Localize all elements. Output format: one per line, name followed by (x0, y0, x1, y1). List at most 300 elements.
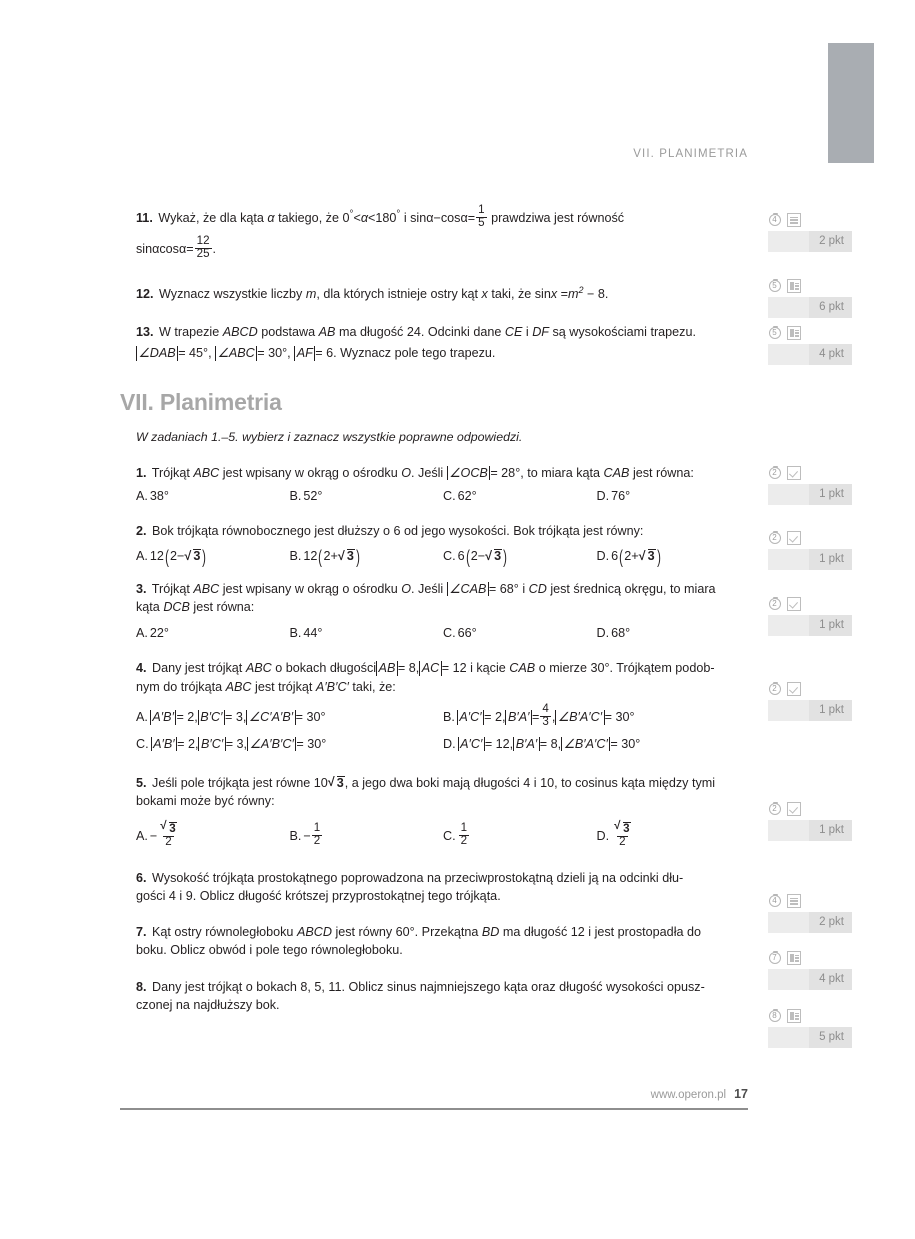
task-7 (120, 923, 750, 960)
t13-p3: ma długość 24. Odcinki dane (338, 325, 502, 340)
t3-abc: ABC (193, 581, 220, 596)
footer-divider (120, 1108, 748, 1110)
fraction-denominator: 2 (619, 836, 626, 849)
answer-coefficient: 12 (149, 549, 164, 564)
answer-option[interactable] (443, 735, 750, 753)
t4-p4: = 12 i kącie (441, 661, 506, 676)
answer-letter: C. (443, 488, 456, 503)
t1-p1: Trójkąt (151, 465, 190, 480)
angle-ocb: ∠OCB (447, 466, 491, 480)
segment: A′C′ (458, 737, 485, 751)
fraction (459, 823, 469, 848)
answer-option[interactable] (443, 817, 597, 857)
checkbox-icon (787, 531, 801, 545)
task-5-line1 (120, 774, 750, 792)
fraction-numerator: 1 (313, 822, 321, 835)
answer-letter: A. (136, 488, 148, 503)
section-heading: VII. Planimetria (120, 388, 282, 415)
cond-lt2: < (368, 210, 376, 225)
trig-expr: sinα−cosα (410, 210, 468, 225)
operator: − (177, 549, 185, 564)
marker-task-3 (768, 596, 852, 636)
radicand: 3 (193, 549, 201, 564)
marker-icons (768, 278, 852, 294)
task-11-line1a: Wykaż, że dla kąta (158, 210, 264, 225)
t3-cd: CD (528, 581, 547, 596)
fraction-denominator: 5 (478, 216, 485, 229)
sqrt-icon (639, 547, 656, 565)
points-value: 6 pkt (809, 297, 852, 318)
fraction-numerator: 1 (478, 204, 485, 216)
answer-value: 62° (457, 488, 477, 503)
points-value: 1 pkt (809, 700, 852, 721)
task-11 (120, 206, 750, 262)
task-11-trig (410, 204, 487, 229)
answer-option[interactable] (136, 705, 443, 730)
clock-icon (768, 894, 783, 909)
marker-icons (768, 681, 852, 697)
clock-icon (768, 531, 783, 546)
task-4-line1 (120, 659, 750, 677)
sqrt-icon (160, 822, 176, 836)
marker-task-11 (768, 212, 852, 252)
clock-icon (768, 466, 783, 481)
task-6 (120, 869, 750, 906)
value: = 30° (296, 736, 327, 751)
answer-option[interactable] (597, 487, 751, 505)
task-number: 8. (136, 979, 147, 994)
section-tab-marker (828, 43, 874, 163)
value: = (532, 710, 540, 725)
value: = 30° (295, 710, 326, 725)
cond-lt1: < (353, 210, 361, 225)
task-8 (120, 978, 750, 1015)
task-4-line2 (120, 678, 750, 696)
task-3-answers (120, 624, 750, 642)
cond-zero: 0 (342, 210, 350, 225)
fraction-12-25 (195, 236, 212, 261)
task-1 (120, 464, 750, 506)
answer-option[interactable] (443, 702, 750, 730)
t3-p3: . Jeśli (411, 581, 444, 596)
answer-letter: D. (596, 488, 610, 503)
answer-letter: D. (443, 736, 456, 751)
value: = 2, (177, 736, 199, 751)
t3-dcb: DCB (163, 599, 190, 614)
answer-coefficient: 6 (457, 549, 465, 564)
clock-minutes: 2 (772, 599, 777, 608)
task-number: 5. (136, 776, 147, 791)
fraction-denominator: 3 (542, 715, 549, 728)
answer-expression: ( 2 − √ 3 ) (164, 547, 208, 565)
answer-option[interactable] (136, 817, 290, 857)
radicand: 3 (336, 776, 344, 791)
task-2 (120, 522, 750, 566)
task-12-text (120, 284, 750, 303)
operator: + (631, 549, 639, 564)
answer-option[interactable] (597, 624, 751, 642)
radicand: 3 (623, 823, 630, 836)
value: = 30° (610, 736, 641, 751)
task-13-line2 (120, 344, 750, 362)
t4-l2a: nym do trójkąta (136, 679, 223, 694)
task-4-answers (120, 702, 750, 758)
points-value: 1 pkt (809, 820, 852, 841)
answer-coefficient: 12 (303, 549, 318, 564)
task-12-text-b: , dla których istnieje ostry kąt (316, 286, 479, 301)
answer-value: 22° (149, 626, 169, 641)
t7-abcd: ABCD (296, 925, 332, 940)
marker-icons (768, 325, 852, 341)
t4-p3: = 8, (397, 661, 420, 676)
task-number: 7. (136, 925, 147, 940)
task-2-statement: Bok trójkąta równobocznego jest dłuższy o 6 od jego wysokości. Bok trójkąta jest równy: (152, 524, 644, 539)
t3-p1: Trójkąt (151, 581, 190, 596)
answer-value: 52° (303, 488, 323, 503)
answer-coefficient: 6 (611, 549, 619, 564)
var-x2: x (550, 286, 558, 301)
marker-icons (768, 950, 852, 966)
operator: + (330, 549, 338, 564)
radicand: 3 (346, 549, 354, 564)
t5-p1: Jeśli pole trójkąta jest równe 10 (152, 776, 328, 791)
sqrt-icon (485, 547, 502, 565)
clock-icon (768, 682, 783, 697)
points-value: 2 pkt (809, 231, 852, 252)
eq-sign: = (560, 286, 568, 301)
t13-p2: podstawa (261, 325, 316, 340)
document-filled-icon (787, 326, 801, 340)
task-5-line2: bokami może być równy: (136, 794, 275, 809)
angle-dab-value: = 45°, (178, 346, 212, 361)
inner-term: 2 (470, 549, 478, 564)
marker-task-12 (768, 278, 852, 318)
clock-minutes: 5 (772, 281, 777, 290)
segment-ac: AC (419, 661, 442, 675)
t4-p5: o mierze 30°. Trójkątem podob- (538, 661, 715, 676)
page-footer (120, 1087, 748, 1101)
t3-p4: = 68° i (488, 581, 526, 596)
clock-icon (768, 597, 783, 612)
t13-abcd: ABCD (222, 325, 258, 340)
checkbox-icon (787, 466, 801, 480)
task-4 (120, 659, 750, 758)
points-badge (768, 969, 852, 990)
segment: B′C′ (198, 737, 225, 751)
t1-o: O (401, 465, 412, 480)
clock-icon (768, 326, 783, 341)
task-11-text (120, 206, 750, 231)
page-number: 17 (734, 1087, 748, 1101)
task-3 (120, 580, 750, 643)
marker-task-13 (768, 325, 852, 365)
radicand: 3 (494, 549, 502, 564)
answer-option[interactable] (136, 547, 290, 565)
expr-end: − 8. (587, 286, 609, 301)
clock-minutes: 5 (772, 328, 777, 337)
value: = 12, (484, 736, 514, 751)
answer-letter: C. (443, 549, 456, 564)
sqrt-icon (184, 547, 201, 565)
answer-value: 44° (303, 626, 323, 641)
t13-df: DF (532, 325, 549, 340)
eq-sign: = (467, 210, 476, 225)
answer-option[interactable] (290, 547, 444, 565)
trig-product: sinαcosα (136, 241, 187, 256)
points-value: 1 pkt (809, 615, 852, 636)
checkbox-icon (787, 802, 801, 816)
t4-abc2: ABC (225, 679, 252, 694)
marker-icons (768, 212, 852, 228)
content-column (120, 206, 750, 1030)
task-11-alpha: α (267, 210, 275, 225)
clock-icon (768, 213, 783, 228)
value: = 30° (604, 710, 635, 725)
points-value: 1 pkt (809, 484, 852, 505)
clock-icon (768, 1009, 783, 1024)
comma: , (551, 710, 556, 725)
answer-option[interactable] (443, 547, 597, 565)
fraction (312, 823, 322, 848)
fraction (158, 822, 178, 849)
task-1-answers (120, 487, 750, 505)
t13-p4: i (525, 325, 529, 340)
fraction-denominator: 2 (165, 836, 172, 849)
answer-letter: D. (596, 829, 610, 844)
t3-p5: jest średnicą okręgu, to miara (550, 581, 716, 596)
t3-l2b: jest równa: (193, 599, 255, 614)
task-number: 1. (136, 465, 147, 480)
clock-minutes: 4 (772, 215, 777, 224)
expr-exponent: 2 (578, 284, 584, 295)
sqrt-icon (328, 774, 345, 792)
marker-task-8 (768, 1008, 852, 1048)
task-11-line1c: prawdziwa jest równość (491, 210, 625, 225)
clock-minutes: 2 (772, 804, 777, 813)
task-11-condition: 0°<α<180° (342, 208, 401, 225)
section-instruction: W zadaniach 1.–5. wybierz i zaznacz wszystkie poprawne odpowiedzi. (136, 429, 523, 444)
t6-line1: Wysokość trójkąta prostokątnego poprowadzona na przeciwprostokątną dzieli ją na odcinki dłu- (152, 870, 684, 885)
points-badge (768, 820, 852, 841)
answer-letter: B. (289, 626, 302, 641)
segment-af-value: = 6. Wyznacz pole tego trapezu. (315, 346, 496, 361)
answer-option[interactable] (136, 624, 290, 642)
task-number: 12. (136, 286, 154, 301)
fraction-one-fifth (476, 205, 486, 230)
document-filled-icon (787, 1009, 801, 1023)
segment: A′B′ (150, 710, 177, 724)
segment: A′B′ (151, 737, 178, 751)
document-filled-icon (787, 279, 801, 293)
sqrt-icon (614, 822, 630, 836)
answer-letter: A. (136, 710, 148, 725)
task-7-line2: boku. Oblicz obwód i pole tego równoległoboku. (136, 943, 403, 958)
points-badge (768, 1027, 852, 1048)
task-8-line2: czonej na najdłuższy bok. (136, 997, 280, 1012)
answer-expression: ( 2 − √ 3 ) (465, 547, 509, 565)
answer-option[interactable] (597, 817, 751, 857)
angle: ∠C′A′B′ (246, 710, 295, 724)
t7-p3: ma długość 12 i jest prostopadła do (502, 925, 701, 940)
answer-letter: C. (443, 626, 456, 641)
t13-p5: są wysokościami trapezu. (552, 325, 696, 340)
fraction-numerator: 4 (542, 702, 549, 715)
task-13-line1 (120, 323, 750, 341)
angle: ∠B′A′C′ (555, 710, 604, 724)
radicand: 3 (169, 823, 176, 836)
task-5-answers (120, 817, 750, 857)
task-12-text-a: Wyznacz wszystkie liczby (159, 286, 303, 301)
points-badge (768, 344, 852, 365)
clock-minutes: 2 (772, 468, 777, 477)
answer-letter: A. (136, 829, 148, 844)
segment: B′A′ (505, 710, 532, 724)
cond-180: 180 (375, 210, 397, 225)
answer-value: 76° (611, 488, 631, 503)
inner-term: 2 (323, 549, 331, 564)
answer-option[interactable] (136, 735, 443, 753)
marker-icons (768, 596, 852, 612)
t4-p1: Dany jest trójkąt (152, 661, 243, 676)
var-x: x (481, 286, 488, 301)
task-number: 3. (136, 581, 147, 596)
task-1-text (120, 464, 750, 482)
answer-option[interactable] (443, 487, 597, 505)
sqrt-icon (338, 547, 355, 565)
clock-minutes: 8 (772, 1011, 777, 1020)
task-11-conj: i (403, 210, 407, 225)
t7-bd: BD (481, 925, 500, 940)
t4-l2b: jest trójkąt (255, 679, 313, 694)
answer-option[interactable] (290, 624, 444, 642)
operator: − (477, 549, 486, 564)
t1-p2: jest wpisany w okrąg o ośrodku (222, 465, 398, 480)
fraction-denominator: 2 (460, 835, 468, 848)
angle-abc-value: = 30°, (257, 346, 291, 361)
value: = 2, (484, 710, 506, 725)
marker-task-5 (768, 801, 852, 841)
clock-minutes: 2 (772, 684, 777, 693)
answer-option[interactable] (597, 547, 751, 565)
document-filled-icon (787, 951, 801, 965)
marker-task-2 (768, 530, 852, 570)
angle-dab: ∠DAB (136, 346, 178, 360)
answer-expression: ( 2 + √ 3 ) (618, 547, 662, 565)
inner-term: 2 (624, 549, 632, 564)
points-badge (768, 484, 852, 505)
answer-letter: A. (136, 549, 148, 564)
value: = 3, (225, 736, 248, 751)
clock-minutes: 7 (772, 953, 777, 962)
points-badge (768, 549, 852, 570)
inner-term: 2 (170, 549, 178, 564)
task-13 (120, 323, 750, 363)
marker-task-7 (768, 950, 852, 990)
task-11-line2 (120, 234, 750, 262)
fraction-numerator: 1 (460, 822, 468, 835)
marker-icons (768, 1008, 852, 1024)
task-number: 6. (136, 870, 147, 885)
value: = 2, (176, 710, 198, 725)
t1-p3: . Jeśli (411, 465, 444, 480)
points-badge (768, 700, 852, 721)
value: = 3, (225, 710, 247, 725)
t5-p2: , a jego dwa boki mają długości 4 i 10, to cosinus kąta między tymi (344, 776, 716, 791)
answer-option[interactable] (290, 817, 444, 857)
answer-letter: C. (443, 829, 456, 844)
eq-sign: = (186, 241, 194, 256)
points-value: 2 pkt (809, 912, 852, 933)
answer-letter: C. (136, 736, 149, 751)
task-7-line1 (120, 923, 750, 941)
checkbox-icon (787, 597, 801, 611)
marker-icons (768, 893, 852, 909)
marker-icons (768, 801, 852, 817)
t1-cab: CAB (603, 465, 630, 480)
answer-value: 66° (457, 626, 477, 641)
fraction-4-3 (540, 704, 550, 729)
footer-site[interactable]: www.operon.pl (650, 1089, 727, 1101)
answer-option[interactable] (290, 487, 444, 505)
fraction-denominator: 2 (313, 835, 321, 848)
marker-task-1 (768, 465, 852, 505)
t1-p5: jest równa: (632, 465, 694, 480)
marker-task-6 (768, 893, 852, 933)
task-number: 11. (136, 210, 153, 225)
t3-l2a: kąta (136, 599, 160, 614)
answer-option[interactable] (136, 487, 290, 505)
task-12-text-c: taki, że sin (491, 286, 551, 301)
t1-abc: ABC (193, 465, 220, 480)
task-number: 13. (136, 325, 154, 340)
angle-abc: ∠ABC (215, 346, 257, 360)
answer-option[interactable] (443, 624, 597, 642)
points-value: 5 pkt (809, 1027, 852, 1048)
t3-p2: jest wpisany w okrąg o ośrodku (222, 581, 398, 596)
segment: B′C′ (198, 710, 225, 724)
fraction-numerator: 12 (196, 234, 210, 247)
clock-minutes: 4 (772, 896, 777, 905)
clock-icon (768, 279, 783, 294)
points-badge (768, 912, 852, 933)
task-11-line1b: takiego, że (278, 210, 339, 225)
clock-minutes: 2 (772, 533, 777, 542)
answer-value: 68° (611, 626, 631, 641)
task-2-text (120, 522, 750, 540)
t13-p1: W trapezie (159, 325, 220, 340)
answer-letter: B. (289, 488, 302, 503)
answer-letter: B. (289, 829, 302, 844)
angle: ∠B′A′C′ (561, 737, 610, 751)
answer-letter: A. (136, 626, 148, 641)
points-badge (768, 297, 852, 318)
task-6-line2: gości 4 i 9. Oblicz długość krótszej przyprostokątnej tego trójkąta. (136, 888, 501, 903)
t13-ce: CE (504, 325, 523, 340)
t8-line1: Dany jest trójkąt o bokach 8, 5, 11. Oblicz sinus najmniejszego kąta oraz długość wysokości opusz- (152, 979, 705, 994)
answer-value: 38° (149, 488, 169, 503)
var-m: m (305, 286, 317, 301)
t4-cab: CAB (509, 661, 536, 676)
document-lines-icon (787, 894, 801, 908)
expr-m: m (568, 286, 579, 301)
sign: − (303, 829, 311, 844)
points-value: 1 pkt (809, 549, 852, 570)
marker-task-4 (768, 681, 852, 721)
t3-o: O (401, 581, 412, 596)
t4-p2: o bokach długości (275, 661, 377, 676)
radicand: 3 (647, 549, 655, 564)
t7-p1: Kąt ostry równoległoboku (152, 925, 294, 940)
